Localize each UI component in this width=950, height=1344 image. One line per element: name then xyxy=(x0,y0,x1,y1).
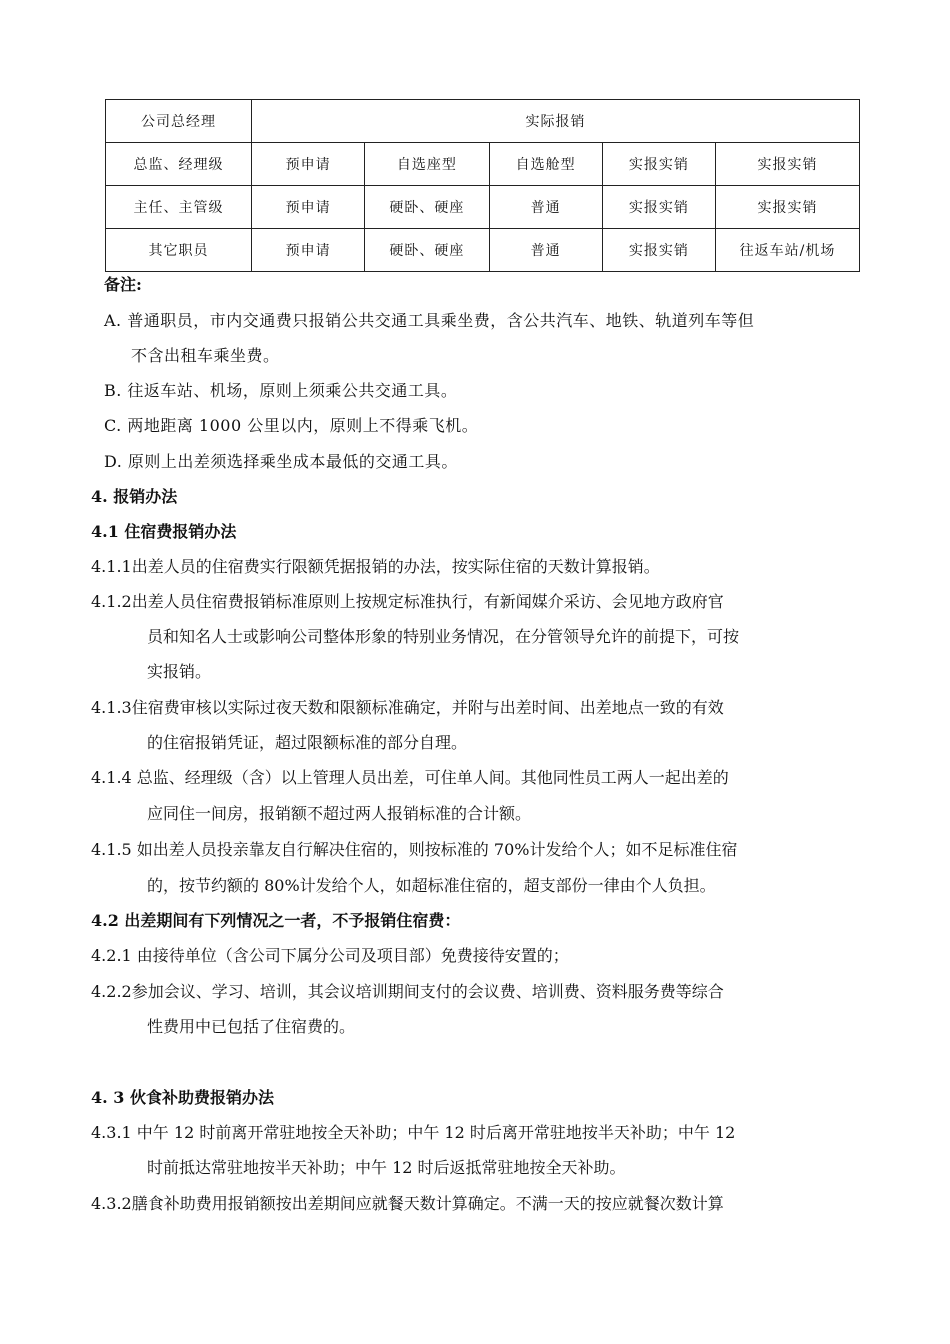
note-d: D. 原则上出差须选择乘坐成本最低的交通工具。 xyxy=(104,452,458,471)
table-row xyxy=(106,186,860,229)
table-cell: 预申请 xyxy=(252,143,365,186)
table-cell: 实报实销 xyxy=(715,143,859,186)
paragraph-4-3-2-line1: 4.3.2膳食补助费用报销额按出差期间应就餐天数计算确定。不满一天的按应就餐次数计算 xyxy=(91,1194,724,1213)
table-cell: 预申请 xyxy=(252,186,365,229)
table-cell: 总监、经理级 xyxy=(106,143,252,186)
table-cell: 实报实销 xyxy=(602,143,715,186)
table-cell: 公司总经理 xyxy=(106,100,252,143)
note-c: C. 两地距离 1000 公里以内，原则上不得乘飞机。 xyxy=(104,416,479,435)
paragraph-4-1-4-line1: 4.1.4 总监、经理级（含）以上管理人员出差，可住单人间。其他同性员工两人一起出差的 xyxy=(91,768,729,787)
table-cell: 其它职员 xyxy=(106,229,252,272)
paragraph-4-1-3-line1: 4.1.3住宿费审核以实际过夜天数和限额标准确定，并附与出差时间、出差地点一致的有效 xyxy=(91,698,724,717)
paragraph-4-1-2-line1: 4.1.2出差人员住宿费报销标准原则上按规定标准执行，有新闻媒介采访、会见地方政府官 xyxy=(91,592,724,611)
table-cell: 预申请 xyxy=(252,229,365,272)
paragraph-4-1-5-line1: 4.1.5 如出差人员投亲靠友自行解决住宿的，则按标准的 70%计发给个人；如不足标准住宿 xyxy=(91,840,738,859)
table-cell: 硬卧、硬座 xyxy=(365,229,489,272)
notes-title: 备注: xyxy=(104,275,142,294)
table-cell: 自选舱型 xyxy=(489,143,602,186)
paragraph-4-2-2-line2: 性费用中已包括了住宿费的。 xyxy=(147,1017,356,1036)
paragraph-4-2-2-line1: 4.2.2参加会议、学习、培训，其会议培训期间支付的会议费、培训费、资料服务费等综合 xyxy=(91,982,724,1001)
paragraph-4-1-2-line2: 员和知名人士或影响公司整体形象的特别业务情况，在分管领导允许的前提下，可按 xyxy=(147,627,740,646)
table-cell: 硬卧、硬座 xyxy=(365,186,489,229)
paragraph-4-1-4-line2: 应同住一间房，报销额不超过两人报销标准的合计额。 xyxy=(147,804,532,823)
table-row xyxy=(106,100,860,143)
table-cell: 往返车站/机场 xyxy=(715,229,859,272)
section-4-3-title: 4. 3 伙食补助费报销办法 xyxy=(91,1088,274,1107)
table-cell-merged: 实际报销 xyxy=(252,100,860,143)
table-cell: 主任、主管级 xyxy=(106,186,252,229)
paragraph-4-2-1: 4.2.1 由接待单位（含公司下属分公司及项目部）免费接待安置的； xyxy=(91,946,569,965)
table-cell: 普通 xyxy=(489,229,602,272)
table-cell: 实报实销 xyxy=(602,186,715,229)
table-cell: 实报实销 xyxy=(602,229,715,272)
travel-standard-table xyxy=(105,99,860,272)
paragraph-4-1-2-line3: 实报销。 xyxy=(147,662,212,681)
table-row xyxy=(106,229,860,272)
table-row xyxy=(106,143,860,186)
table-cell: 自选座型 xyxy=(365,143,489,186)
section-4-1-title: 4.1 住宿费报销办法 xyxy=(91,522,237,541)
paragraph-4-3-1-line1: 4.3.1 中午 12 时前离开常驻地按全天补助；中午 12 时后离开常驻地按半天补助；中午 12 xyxy=(91,1123,736,1142)
paragraph-4-1-1: 4.1.1出差人员的住宿费实行限额凭据报销的办法，按实际住宿的天数计算报销。 xyxy=(91,557,660,576)
paragraph-4-3-1-line2: 时前抵达常驻地按半天补助；中午 12 时后返抵常驻地按全天补助。 xyxy=(147,1158,626,1177)
note-a-line1: A. 普通职员，市内交通费只报销公共交通工具乘坐费，含公共汽车、地铁、轨道列车等但 xyxy=(104,311,755,330)
note-b: B. 往返车站、机场，原则上须乘公共交通工具。 xyxy=(104,381,458,400)
table-cell: 实报实销 xyxy=(715,186,859,229)
section-4-2-title: 4.2 出差期间有下列情况之一者，不予报销住宿费： xyxy=(91,911,461,930)
section-4-title: 4. 报销办法 xyxy=(91,487,178,506)
note-a-line2: 不含出租车乘坐费。 xyxy=(131,346,280,365)
paragraph-4-1-5-line2: 的，按节约额的 80%计发给个人，如超标准住宿的，超支部份一律由个人负担。 xyxy=(147,876,716,895)
table-cell: 普通 xyxy=(489,186,602,229)
paragraph-4-1-3-line2: 的住宿报销凭证，超过限额标准的部分自理。 xyxy=(147,733,468,752)
